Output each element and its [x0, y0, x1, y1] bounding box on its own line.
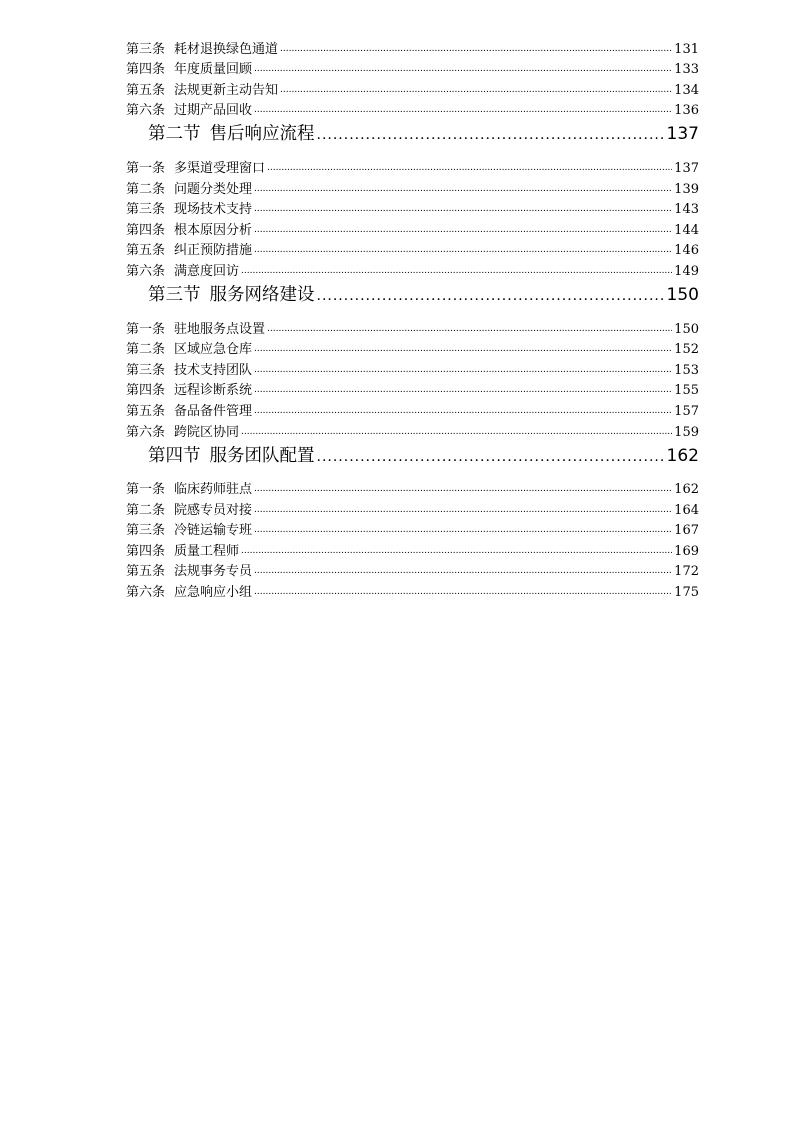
- dot-leader: [280, 44, 672, 55]
- dot-leader: [254, 406, 672, 417]
- toc-entry-label: 第六条: [126, 585, 166, 601]
- toc-page-number: 159: [674, 424, 699, 440]
- toc-entry-title: 备品备件管理: [174, 403, 253, 419]
- toc-article-entry[interactable]: [126, 78, 699, 99]
- toc-page-number: 155: [674, 383, 699, 399]
- toc-page-number: 137: [674, 160, 699, 176]
- toc-entry-title: 技术支持团队: [174, 362, 253, 378]
- dot-leader: [254, 245, 672, 256]
- toc-entry-title: 纠正预防措施: [174, 243, 253, 259]
- toc-section-entry[interactable]: [126, 119, 699, 145]
- toc-page-number: 164: [674, 502, 699, 518]
- toc-entry-title: 冷链运输专班: [174, 523, 253, 539]
- toc-article-entry[interactable]: [126, 560, 699, 581]
- dot-leader: [254, 587, 672, 598]
- dot-leader: [254, 204, 672, 215]
- toc-page-number: 143: [674, 202, 699, 218]
- toc-entry-title: 服务网络建设: [209, 284, 315, 305]
- toc-entry-title: 服务团队配置: [209, 445, 315, 466]
- dot-leader: [267, 163, 672, 174]
- toc-entry-title: 售后响应流程: [209, 124, 315, 145]
- toc-section-entry[interactable]: [126, 280, 699, 306]
- toc-entry-title: 过期产品回收: [174, 103, 253, 119]
- toc-page-number: 172: [674, 564, 699, 580]
- toc-article-entry[interactable]: [126, 539, 699, 560]
- toc-entry-title: 跨院区协同: [174, 424, 240, 440]
- dot-leader: [241, 546, 672, 557]
- toc-article-entry[interactable]: [126, 358, 699, 379]
- toc-article-entry[interactable]: [126, 259, 699, 280]
- toc-entry-label: 第三条: [126, 41, 166, 57]
- dot-leader: [317, 450, 665, 464]
- toc-page-number: 157: [674, 403, 699, 419]
- toc-entry-label: 第六条: [126, 103, 166, 119]
- toc-article-entry[interactable]: [126, 58, 699, 79]
- toc-article-entry[interactable]: [126, 519, 699, 540]
- toc-page-number: 131: [674, 41, 699, 57]
- toc-entry-title: 满意度回访: [174, 263, 240, 279]
- toc-article-entry[interactable]: [126, 218, 699, 239]
- toc-page-number: 162: [674, 482, 699, 498]
- dot-leader: [280, 85, 672, 96]
- toc-entry-label: 第六条: [126, 424, 166, 440]
- dot-leader: [254, 105, 672, 116]
- toc-entry-title: 驻地服务点设置: [174, 321, 266, 337]
- toc-entry-label: 第四条: [126, 543, 166, 559]
- dot-leader: [241, 266, 672, 277]
- toc-entry-label: 第四条: [126, 222, 166, 238]
- toc-entry-title: 法规更新主动告知: [174, 82, 279, 98]
- toc-entry-title: 远程诊断系统: [174, 383, 253, 399]
- toc-entry-label: 第二条: [126, 342, 166, 358]
- toc-page-number: 149: [674, 263, 699, 279]
- toc-page-number: 137: [666, 124, 699, 145]
- toc-entry-label: 第六条: [126, 263, 166, 279]
- toc-entry-title: 根本原因分析: [174, 222, 253, 238]
- toc-entry-label: 第四条: [126, 383, 166, 399]
- toc-page-number: 146: [674, 243, 699, 259]
- toc-page-number: 134: [674, 82, 699, 98]
- toc-article-entry[interactable]: [126, 379, 699, 400]
- dot-leader: [241, 427, 672, 438]
- toc-entry-label: 第四节: [148, 445, 201, 466]
- toc-page-number: 152: [674, 342, 699, 358]
- toc-article-entry[interactable]: [126, 498, 699, 519]
- toc-entry-title: 法规事务专员: [174, 564, 253, 580]
- toc-page-number: 150: [674, 321, 699, 337]
- toc-entry-label: 第二条: [126, 181, 166, 197]
- toc-entry-label: 第三节: [148, 284, 201, 305]
- toc-entry-label: 第三条: [126, 362, 166, 378]
- toc-page-number: 144: [674, 222, 699, 238]
- toc-entry-title: 院感专员对接: [174, 502, 253, 518]
- toc-article-entry[interactable]: [126, 338, 699, 359]
- toc-page-number: 139: [674, 181, 699, 197]
- dot-leader: [317, 128, 665, 142]
- toc-entry-title: 应急响应小组: [174, 585, 253, 601]
- toc-article-entry[interactable]: [126, 239, 699, 260]
- toc-entry-title: 问题分类处理: [174, 181, 253, 197]
- toc-page-number: 162: [666, 445, 699, 466]
- toc-entry-title: 区域应急仓库: [174, 342, 253, 358]
- dot-leader: [317, 289, 665, 303]
- dot-leader: [254, 365, 672, 376]
- toc-entry-label: 第一条: [126, 160, 166, 176]
- toc-article-entry[interactable]: [126, 317, 699, 338]
- dot-leader: [254, 64, 672, 75]
- toc-entry-label: 第一条: [126, 482, 166, 498]
- toc-entry-label: 第五条: [126, 564, 166, 580]
- dot-leader: [254, 566, 672, 577]
- toc-entry-title: 年度质量回顾: [174, 62, 253, 78]
- toc-entry-label: 第三条: [126, 202, 166, 218]
- toc-entry-title: 多渠道受理窗口: [174, 160, 266, 176]
- toc-page-number: 169: [674, 543, 699, 559]
- toc-page-number: 150: [666, 284, 699, 305]
- toc-entry-title: 质量工程师: [174, 543, 240, 559]
- toc-entry-label: 第二节: [148, 124, 201, 145]
- toc-article-entry[interactable]: [126, 177, 699, 198]
- toc-article-entry[interactable]: [126, 420, 699, 441]
- toc-article-entry[interactable]: [126, 99, 699, 120]
- dot-leader: [254, 184, 672, 195]
- toc-entry-label: 第五条: [126, 243, 166, 259]
- toc-entry-title: 耗材退换绿色通道: [174, 41, 279, 57]
- toc-page-number: 133: [674, 62, 699, 78]
- toc-page-number: 175: [674, 585, 699, 601]
- toc-article-entry[interactable]: [126, 198, 699, 219]
- toc-entry-label: 第四条: [126, 62, 166, 78]
- toc-article-entry[interactable]: [126, 580, 699, 601]
- toc-section-entry[interactable]: [126, 441, 699, 467]
- toc-article-entry[interactable]: [126, 156, 699, 177]
- table-of-contents: [126, 37, 699, 601]
- toc-entry-label: 第五条: [126, 403, 166, 419]
- toc-page-number: 136: [674, 103, 699, 119]
- dot-leader: [254, 344, 672, 355]
- toc-entry-label: 第五条: [126, 82, 166, 98]
- toc-article-entry[interactable]: [126, 37, 699, 58]
- dot-leader: [254, 385, 672, 396]
- toc-page-number: 167: [674, 523, 699, 539]
- toc-entry-label: 第二条: [126, 502, 166, 518]
- toc-entry-title: 临床药师驻点: [174, 482, 253, 498]
- dot-leader: [254, 225, 672, 236]
- dot-leader: [254, 525, 672, 536]
- toc-page-number: 153: [674, 362, 699, 378]
- toc-entry-title: 现场技术支持: [174, 202, 253, 218]
- toc-article-entry[interactable]: [126, 399, 699, 420]
- toc-entry-label: 第三条: [126, 523, 166, 539]
- toc-entry-label: 第一条: [126, 321, 166, 337]
- dot-leader: [267, 324, 672, 335]
- dot-leader: [254, 505, 672, 516]
- dot-leader: [254, 484, 672, 495]
- toc-article-entry[interactable]: [126, 478, 699, 499]
